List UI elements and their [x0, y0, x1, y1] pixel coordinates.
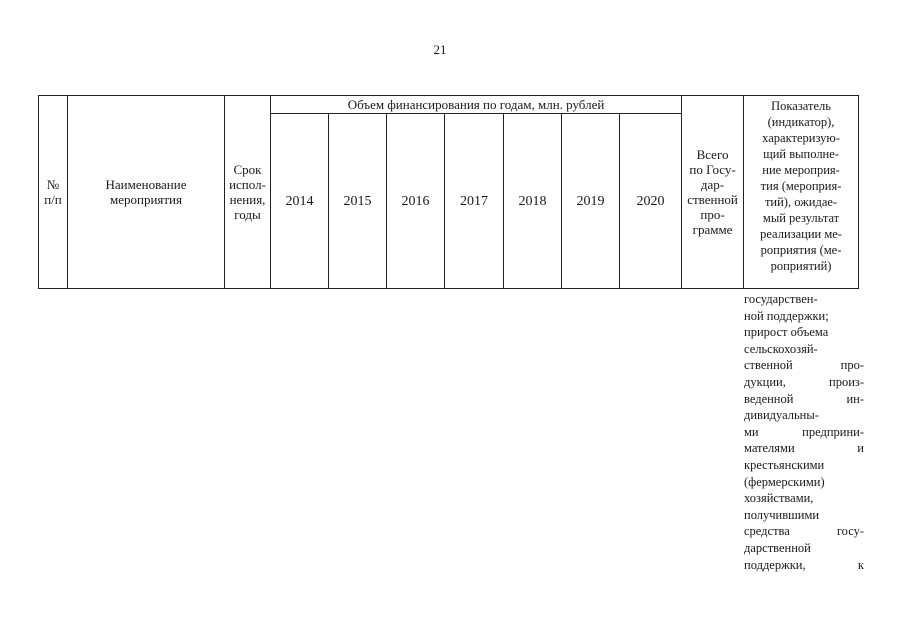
year-header-2020: 2020 [620, 114, 682, 289]
continuation-line [744, 457, 864, 474]
header-execution-term: Срок испол- нения, годы [225, 96, 271, 289]
continuation-word: получившими [744, 507, 820, 522]
program-activities-table [38, 95, 859, 289]
continuation-word: произ- [829, 374, 864, 389]
continuation-word: крестьянскими [744, 457, 825, 472]
header-funding-by-year: Объем финансирования по годам, млн. рублей [271, 96, 682, 114]
year-header-2015: 2015 [329, 114, 387, 289]
continuation-word: и [857, 441, 864, 456]
year-header-2017: 2017 [445, 114, 504, 289]
continuation-word: государствен- [744, 292, 818, 306]
continuation-line [744, 523, 864, 540]
continuation-word: хозяйствами, [744, 491, 814, 506]
header-activity-name: Наименование мероприятия [68, 96, 225, 289]
continuation-line [744, 357, 864, 374]
continuation-line [744, 291, 864, 308]
page-number: 21 [433, 42, 447, 57]
continuation-line [744, 324, 864, 341]
continuation-word: ной поддержки; [744, 308, 829, 323]
continuation-word: (фермерскими) [744, 474, 825, 489]
continuation-line [744, 474, 864, 491]
header-number: № п/п [39, 96, 68, 289]
continuation-line [744, 424, 864, 441]
header-indicator: Показатель (индикатор), характеризую- щий выполне- ние мероприя- тия (мероприя- тий), ожидае- мый результат реализации ме- роприятия (ме- роприятий) [744, 96, 859, 289]
continuation-word: веденной [744, 391, 794, 406]
continuation-word: про- [840, 358, 864, 373]
continuation-line [744, 407, 864, 424]
continuation-word: ственной [744, 358, 793, 373]
indicator-continuation-text [744, 291, 864, 573]
continuation-word: дивидуальны- [744, 408, 819, 423]
year-header-2019: 2019 [562, 114, 620, 289]
continuation-line [744, 557, 864, 574]
continuation-line [744, 490, 864, 507]
continuation-word: госу- [836, 524, 864, 539]
year-header-2018: 2018 [504, 114, 562, 289]
year-header-2016: 2016 [387, 114, 445, 289]
continuation-word: мателями [744, 441, 795, 456]
continuation-line [744, 374, 864, 391]
continuation-word: сельскохозяй- [744, 341, 818, 356]
continuation-line [744, 308, 864, 325]
continuation-line [744, 440, 864, 457]
continuation-line [744, 507, 864, 524]
continuation-line [744, 341, 864, 358]
continuation-word: ми [744, 424, 759, 439]
year-header-2014: 2014 [271, 114, 329, 289]
continuation-word: дарственной [744, 540, 811, 555]
continuation-word: предприни- [802, 424, 864, 439]
continuation-line [744, 391, 864, 408]
header-program-total: Всего по Госу- дар- ственной про- грамме [682, 96, 744, 289]
continuation-line [744, 540, 864, 557]
continuation-word: поддержки, [744, 557, 806, 572]
continuation-word: прирост объема [744, 325, 829, 340]
continuation-word: средства [744, 524, 790, 539]
continuation-word: дукции, [744, 374, 786, 389]
continuation-word: ин- [846, 391, 864, 406]
continuation-word: к [857, 557, 864, 572]
